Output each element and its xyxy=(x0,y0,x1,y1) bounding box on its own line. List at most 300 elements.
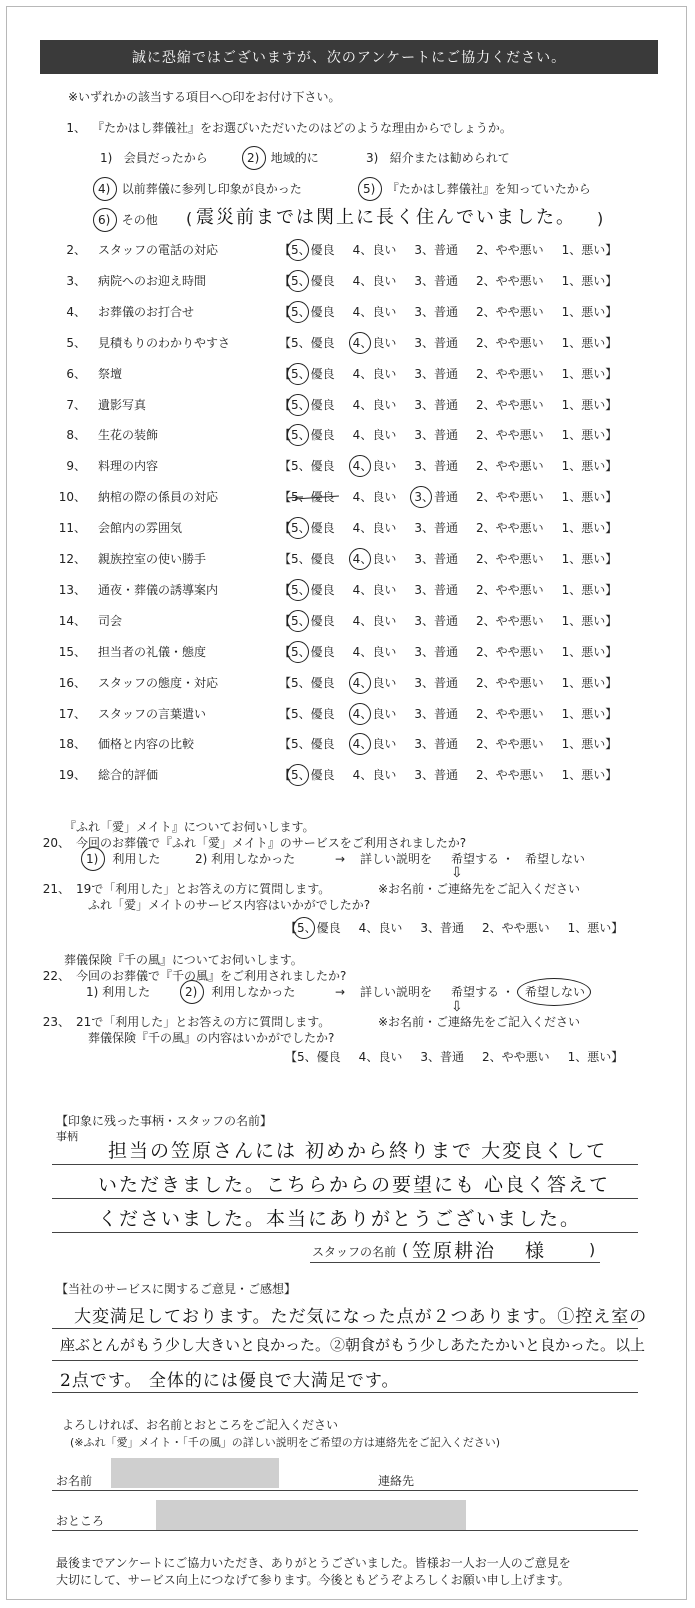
scale-option-4[interactable] xyxy=(353,336,397,350)
scale-option-5-number: 5 xyxy=(291,273,299,288)
scale-bracket-close: 】 xyxy=(605,490,618,505)
rating-number: 12、 xyxy=(58,552,86,566)
scale-option-1-number: 1 xyxy=(561,243,570,257)
scale-bracket-open: 【 xyxy=(285,1050,298,1064)
scale-bracket-close: 】 xyxy=(605,768,618,783)
scale-option-2-label: 、やや悪い xyxy=(483,273,544,288)
scale-option-1[interactable] xyxy=(562,614,606,628)
scale-option-5[interactable] xyxy=(291,336,335,350)
phone-label: 連絡先 xyxy=(378,1474,415,1488)
q20-want[interactable]: 希望する xyxy=(451,852,500,866)
scale-option-3-number: 3 xyxy=(414,644,422,659)
q20-down-arrow-icon: ⇩ xyxy=(451,865,463,881)
scale-option-1-label: 、悪い xyxy=(569,243,606,257)
scale-option-3-number: 3 xyxy=(414,582,422,597)
scale-option-5-number: 5 xyxy=(297,1050,305,1064)
scale-option-1[interactable] xyxy=(562,367,606,381)
scale-option-4-number: 4 xyxy=(352,366,361,381)
scale-option-5-label: 、優良 xyxy=(298,397,335,412)
scale-option-4[interactable] xyxy=(353,490,397,504)
scale-option-5[interactable] xyxy=(291,367,335,381)
q21-sub: ふれ「愛」メイトのサービス内容はいかがでしたか? xyxy=(88,898,371,912)
q22-want[interactable]: 希望する xyxy=(451,985,500,999)
scale-option-5[interactable] xyxy=(297,921,341,935)
staff-name-rule xyxy=(310,1262,600,1263)
staff-paren-close: ) xyxy=(589,1240,596,1259)
scale-option-1[interactable] xyxy=(562,737,606,751)
scale-option-2-number: 2 xyxy=(475,582,484,597)
scale-option-1[interactable] xyxy=(562,521,606,535)
scale-option-5[interactable] xyxy=(291,707,335,721)
scale-option-2[interactable] xyxy=(476,305,544,319)
scale-option-1[interactable] xyxy=(562,459,606,473)
q22-text: 今回のお葬儀で『千の風』をご利用されましたか? xyxy=(76,969,347,983)
q20-detail-label: 詳しい説明を xyxy=(360,852,433,866)
rating-scale[interactable] xyxy=(279,552,617,566)
scale-option-5[interactable] xyxy=(291,428,335,442)
scale-option-3[interactable] xyxy=(420,1050,464,1064)
scale-option-3[interactable] xyxy=(420,921,464,935)
rating-scale[interactable] xyxy=(279,676,617,690)
scale-option-2-label: 、やや悪い xyxy=(489,1050,550,1064)
scale-option-3-number: 3 xyxy=(420,921,428,935)
scale-option-3-number: 3 xyxy=(414,304,422,319)
scale-option-3-number: 3 xyxy=(420,1050,428,1064)
scale-option-4-number: 4 xyxy=(352,613,361,628)
scale-bracket-open: 【 xyxy=(279,304,292,319)
scale-option-1[interactable] xyxy=(562,552,606,566)
scale-option-3[interactable] xyxy=(414,243,458,257)
scale-option-3[interactable] xyxy=(414,583,458,597)
rating-scale[interactable] xyxy=(279,274,617,288)
scale-option-4-number: 4 xyxy=(352,737,361,752)
scale-bracket-close: 】 xyxy=(605,552,618,566)
rating-scale[interactable] xyxy=(279,305,617,319)
scale-option-3[interactable] xyxy=(414,768,458,782)
scale-option-2-number: 2 xyxy=(475,768,484,783)
scale-option-1-number: 1 xyxy=(561,737,570,752)
q22-no-want[interactable]: 希望しない xyxy=(525,985,586,999)
q23-note: ※お名前・ご連絡先をご記入ください xyxy=(378,1015,581,1029)
scale-option-4-number: 4 xyxy=(352,552,361,566)
q21-scale[interactable] xyxy=(285,921,623,935)
scale-option-1-label: 、悪い xyxy=(569,613,606,628)
scale-option-4[interactable] xyxy=(353,274,397,288)
rating-number: 19、 xyxy=(58,768,86,783)
scale-option-3[interactable] xyxy=(414,336,458,350)
scale-option-5-label: 、優良 xyxy=(298,304,335,319)
scale-option-3-label: 、普通 xyxy=(421,613,458,628)
scale-option-3[interactable] xyxy=(414,305,458,319)
scale-option-4[interactable] xyxy=(353,737,397,751)
scale-option-4[interactable] xyxy=(353,243,397,257)
rating-scale[interactable] xyxy=(279,336,617,350)
scale-option-5[interactable] xyxy=(291,305,335,319)
scale-option-2[interactable] xyxy=(476,614,544,628)
scale-option-5[interactable] xyxy=(291,737,335,751)
q1-other-handwritten: 震災前までは関上に長く住んでいました。 xyxy=(196,207,576,228)
scale-option-1[interactable] xyxy=(562,768,606,782)
scale-option-1[interactable] xyxy=(562,274,606,288)
rating-label: 通夜・葬儀の誘導案内 xyxy=(98,582,219,597)
scale-option-1-label: 、悪い xyxy=(569,273,606,288)
scale-option-5[interactable] xyxy=(291,583,335,597)
rating-number: 7、 xyxy=(66,397,86,412)
scale-option-3-number: 3 xyxy=(414,521,422,536)
scale-option-2-number: 2 xyxy=(475,644,484,659)
scale-option-3[interactable] xyxy=(414,490,458,504)
scale-option-2[interactable] xyxy=(476,645,544,659)
scale-option-1-label: 、悪い xyxy=(569,552,606,566)
scale-option-4-label: 、良い xyxy=(360,459,397,474)
scale-bracket-close: 】 xyxy=(605,366,618,381)
rating-scale[interactable] xyxy=(279,614,617,628)
q1-option-2-circle: 2) xyxy=(247,151,260,165)
scale-option-2-label: 、やや悪い xyxy=(483,335,544,350)
scale-option-1-label: 、悪い xyxy=(569,366,606,381)
contact-note: (※ふれ「愛」メイト・「千の風」の詳しい説明をご希望の方は連絡先をご記入ください) xyxy=(70,1436,501,1449)
rating-label: 見積もりのわかりやすさ xyxy=(98,335,231,350)
scale-option-4[interactable] xyxy=(353,583,397,597)
name-label: お名前 xyxy=(56,1474,93,1488)
scale-option-5-number: 5 xyxy=(291,582,299,597)
scale-option-1-number: 1 xyxy=(561,706,570,721)
rating-scale[interactable] xyxy=(279,490,617,504)
scale-option-2-number: 2 xyxy=(475,243,484,257)
scale-option-2[interactable] xyxy=(476,428,544,442)
rating-label: 会館内の雰囲気 xyxy=(98,521,183,536)
rating-scale[interactable] xyxy=(279,707,617,721)
rating-label: 親族控室の使い勝手 xyxy=(98,552,207,566)
scale-option-1-number: 1 xyxy=(561,644,570,659)
q1-option-6-circle: 6) xyxy=(98,213,111,227)
scale-option-2-number: 2 xyxy=(475,613,484,628)
scale-option-3[interactable] xyxy=(414,274,458,288)
scale-option-4[interactable] xyxy=(353,428,397,442)
rating-label: 病院へのお迎え時間 xyxy=(98,273,207,288)
scale-option-2-label: 、やや悪い xyxy=(483,706,544,721)
q20-option-not-used[interactable]: 2) 利用しなかった xyxy=(195,852,296,866)
scale-option-4[interactable] xyxy=(359,921,403,935)
scale-option-1-label: 、悪い xyxy=(569,335,606,350)
address-redacted-field[interactable] xyxy=(156,1500,466,1530)
q20-used-circle: 1) xyxy=(86,852,99,866)
q22-arrow: → xyxy=(335,985,346,999)
address-label: おところ xyxy=(56,1514,105,1528)
scale-bracket-close: 】 xyxy=(605,706,618,721)
scale-option-2[interactable] xyxy=(476,274,544,288)
scale-option-5-number: 5 xyxy=(291,613,299,628)
scale-option-2-label: 、やや悪い xyxy=(483,428,544,443)
scale-option-5[interactable] xyxy=(291,521,335,535)
scale-option-2-number: 2 xyxy=(475,397,484,412)
scale-option-4-number: 4 xyxy=(352,273,361,288)
opinions-heading: 【当社のサービスに関するご意見・ご感想】 xyxy=(56,1282,297,1296)
scale-option-1-number: 1 xyxy=(561,582,570,597)
q1-other-paren-close: ) xyxy=(597,209,604,228)
rating-scale[interactable] xyxy=(279,367,617,381)
scale-option-5-label: 、優良 xyxy=(304,1050,341,1064)
rating-scale[interactable] xyxy=(279,768,617,782)
scale-option-4[interactable] xyxy=(353,645,397,659)
scale-option-5[interactable] xyxy=(291,274,335,288)
scale-option-2[interactable] xyxy=(476,398,544,412)
rating-scale[interactable] xyxy=(279,521,617,535)
scale-option-4-label: 、良い xyxy=(360,397,397,412)
q20-no-want[interactable]: 希望しない xyxy=(525,852,586,866)
q1-option-1[interactable]: 1) 会員だったから xyxy=(100,151,208,165)
contact-request: よろしければ、お名前とおところをご記入ください xyxy=(62,1418,339,1432)
scale-option-4[interactable] xyxy=(353,552,397,566)
rating-label: スタッフの電話の対応 xyxy=(98,243,219,257)
scale-option-5-number: 5 xyxy=(291,490,299,505)
scale-option-2[interactable] xyxy=(476,459,544,473)
opinions-rule-2 xyxy=(52,1360,638,1361)
scale-option-1[interactable] xyxy=(562,398,606,412)
scale-option-3[interactable] xyxy=(414,521,458,535)
rating-scale[interactable] xyxy=(279,398,617,412)
scale-option-2[interactable] xyxy=(476,676,544,690)
scale-option-2[interactable] xyxy=(476,490,544,504)
scale-option-3-number: 3 xyxy=(414,768,422,783)
q22-no-want-circle xyxy=(517,978,591,1006)
scale-option-5[interactable] xyxy=(291,398,335,412)
q1-option-3[interactable]: 3) 紹介または勧められて xyxy=(366,151,510,165)
scale-bracket-close: 】 xyxy=(611,1050,624,1064)
scale-option-4-label: 、良い xyxy=(360,582,397,597)
scale-option-2-label: 、やや悪い xyxy=(483,675,544,690)
scale-option-3-number: 3 xyxy=(414,737,422,752)
q1-option-5-circle: 5) xyxy=(363,182,376,196)
rating-scale[interactable] xyxy=(279,645,617,659)
rating-number: 10、 xyxy=(58,490,86,505)
scale-option-3-label: 、普通 xyxy=(421,706,458,721)
footer-line-1: 最後までアンケートにご協力いただき、ありがとうございました。皆様お一人お一人のご意見を xyxy=(56,1556,571,1570)
scale-option-4-label: 、良い xyxy=(360,552,397,566)
scale-option-2[interactable] xyxy=(476,737,544,751)
scale-option-2-number: 2 xyxy=(475,273,484,288)
scale-bracket-close: 】 xyxy=(611,921,624,935)
q22-number: 22、 xyxy=(42,969,70,983)
scale-option-1[interactable] xyxy=(562,243,606,257)
scale-option-3-number: 3 xyxy=(414,428,422,443)
rating-number: 17、 xyxy=(58,706,86,721)
q22-option-used[interactable]: 1) 利用した xyxy=(86,985,151,999)
q1-option-4-circle: 4) xyxy=(98,182,111,196)
staff-name-label: スタッフの名前 xyxy=(312,1245,397,1259)
impressions-rule-3 xyxy=(52,1232,638,1233)
scale-option-5-label: 、優良 xyxy=(298,582,335,597)
scale-option-5-label: 、優良 xyxy=(298,706,335,721)
scale-option-2[interactable] xyxy=(482,1050,550,1064)
scale-bracket-open: 【 xyxy=(279,768,292,783)
rating-label: 祭壇 xyxy=(98,366,123,381)
scale-option-3-number: 3 xyxy=(414,490,422,505)
scale-option-1-number: 1 xyxy=(561,397,570,412)
scale-option-2[interactable] xyxy=(476,521,544,535)
scale-option-2-label: 、やや悪い xyxy=(483,459,544,474)
scale-option-5-number: 5 xyxy=(291,304,299,319)
scale-option-5-number: 5 xyxy=(291,737,299,752)
scale-option-2-label: 、やや悪い xyxy=(483,521,544,536)
scale-option-2-number: 2 xyxy=(475,428,484,443)
q1-option-2[interactable]: 2) 地域的に xyxy=(247,151,319,165)
scale-bracket-close: 】 xyxy=(605,459,618,474)
scale-option-5-label: 、優良 xyxy=(304,921,341,935)
scale-option-5-number: 5 xyxy=(291,644,299,659)
opinions-line-2: 座ぶとんがもう少し大きいと良かった。②朝食がもう少しあたたかいと良かった。以上 xyxy=(60,1336,646,1354)
scale-bracket-close: 】 xyxy=(605,397,618,412)
rating-scale[interactable] xyxy=(279,583,617,597)
q1-option-5[interactable]: 5) 『たかはし葬儀社』を知っていたから xyxy=(363,182,591,196)
scale-option-2[interactable] xyxy=(476,243,544,257)
scale-option-2[interactable] xyxy=(476,768,544,782)
impressions-rule-1 xyxy=(52,1164,638,1165)
address-rule xyxy=(52,1530,638,1531)
scale-option-1[interactable] xyxy=(562,583,606,597)
q22-option-not-used[interactable]: 2) 利用しなかった xyxy=(185,985,296,999)
scale-option-1-number: 1 xyxy=(561,768,570,783)
rating-scale[interactable] xyxy=(279,428,617,442)
scale-option-2[interactable] xyxy=(476,707,544,721)
scale-option-1[interactable] xyxy=(562,336,606,350)
scale-option-2-label: 、やや悪い xyxy=(483,552,544,566)
scale-option-3-label: 、普通 xyxy=(421,304,458,319)
scale-option-3[interactable] xyxy=(414,398,458,412)
senno-intro: 葬儀保険『千の風』についてお伺いします。 xyxy=(64,953,303,967)
scale-option-5-number: 5 xyxy=(291,706,299,721)
scale-option-1[interactable] xyxy=(562,490,606,504)
opinions-line-1: 大変満足しております。ただ気になった点が２つあります。①控え室の xyxy=(74,1307,648,1327)
scale-bracket-open: 【 xyxy=(279,243,292,257)
rating-number: 4、 xyxy=(66,304,86,319)
scale-bracket-open: 【 xyxy=(279,582,292,597)
rating-scale[interactable] xyxy=(279,459,617,473)
scale-option-4-label: 、良い xyxy=(360,428,397,443)
scale-option-2-number: 2 xyxy=(475,459,484,474)
scale-option-2-number: 2 xyxy=(475,521,484,536)
scale-option-2-label: 、やや悪い xyxy=(489,921,550,935)
scale-option-4[interactable] xyxy=(353,676,397,690)
q1-option-4[interactable]: 4) 以前葬儀に参列し印象が良かった xyxy=(98,182,302,196)
scale-option-1-number: 1 xyxy=(561,521,570,536)
scale-option-3[interactable] xyxy=(414,614,458,628)
scale-option-4[interactable] xyxy=(353,521,397,535)
scale-option-5[interactable] xyxy=(291,552,335,566)
scale-option-5[interactable] xyxy=(297,1050,341,1064)
scale-option-2[interactable] xyxy=(476,367,544,381)
scale-option-3-label: 、普通 xyxy=(421,243,458,257)
scale-option-3-number: 3 xyxy=(414,397,422,412)
scale-option-5[interactable] xyxy=(291,243,335,257)
instruction-text: ※いずれかの該当する項目へ○印をお付け下さい。 xyxy=(68,90,341,104)
name-redacted-field[interactable] xyxy=(111,1458,279,1488)
scale-option-3[interactable] xyxy=(414,367,458,381)
scale-option-4[interactable] xyxy=(353,398,397,412)
scale-option-2[interactable] xyxy=(476,552,544,566)
scale-option-1[interactable] xyxy=(562,305,606,319)
scale-option-5[interactable] xyxy=(291,614,335,628)
q20-option-used[interactable]: 1) 利用した xyxy=(86,852,161,866)
scale-option-3[interactable] xyxy=(414,645,458,659)
scale-option-5-label: 、優良 xyxy=(298,273,335,288)
scale-option-5[interactable] xyxy=(291,768,335,782)
scale-bracket-open: 【 xyxy=(285,921,298,935)
scale-option-1-number: 1 xyxy=(561,552,570,566)
rating-scale[interactable] xyxy=(279,243,617,257)
scale-option-1[interactable] xyxy=(562,707,606,721)
scale-bracket-open: 【 xyxy=(279,397,292,412)
scale-option-1-number: 1 xyxy=(561,459,570,474)
scale-option-4[interactable] xyxy=(353,367,397,381)
q23-text: 21で「利用した」とお答えの方に質問します。 xyxy=(76,1015,331,1029)
scale-option-1-label: 、悪い xyxy=(569,521,606,536)
scale-option-4[interactable] xyxy=(353,707,397,721)
scale-option-3[interactable] xyxy=(414,707,458,721)
scale-option-1[interactable] xyxy=(568,921,612,935)
scale-option-2-number: 2 xyxy=(481,921,490,935)
scale-option-2-number: 2 xyxy=(475,552,484,566)
scale-option-5-number: 5 xyxy=(291,428,299,443)
scale-option-5-label: 、優良 xyxy=(298,552,335,566)
scale-option-5[interactable] xyxy=(291,490,335,504)
scale-option-3[interactable] xyxy=(414,459,458,473)
scale-option-2[interactable] xyxy=(476,336,544,350)
scale-option-1[interactable] xyxy=(562,428,606,442)
scale-option-4-label: 、良い xyxy=(360,243,397,257)
scale-option-4[interactable] xyxy=(359,1050,403,1064)
scale-option-1[interactable] xyxy=(568,1050,612,1064)
scale-option-4-number: 4 xyxy=(358,1050,367,1064)
scale-option-2[interactable] xyxy=(476,583,544,597)
scale-option-3-label: 、普通 xyxy=(421,397,458,412)
scale-option-1-number: 1 xyxy=(567,921,576,935)
scale-option-1-label: 、悪い xyxy=(569,706,606,721)
scale-option-3[interactable] xyxy=(414,676,458,690)
scale-bracket-close: 】 xyxy=(605,243,618,257)
scale-bracket-open: 【 xyxy=(279,737,292,752)
scale-option-2[interactable] xyxy=(482,921,550,935)
scale-option-3[interactable] xyxy=(414,737,458,751)
scale-option-1[interactable] xyxy=(562,645,606,659)
scale-option-4[interactable] xyxy=(353,305,397,319)
q23-scale[interactable] xyxy=(285,1050,623,1064)
scale-option-4[interactable] xyxy=(353,614,397,628)
rating-scale[interactable] xyxy=(279,737,617,751)
impressions-line-3: くださいました。本当にありがとうございました。 xyxy=(98,1208,582,1230)
scale-option-5[interactable] xyxy=(291,676,335,690)
q1-option-6[interactable]: 6) その他 xyxy=(98,213,158,227)
scale-option-4[interactable] xyxy=(353,459,397,473)
scale-option-3-number: 3 xyxy=(414,552,422,566)
scale-option-3[interactable] xyxy=(414,552,458,566)
scale-option-4-label: 、良い xyxy=(360,644,397,659)
scale-option-3-label: 、普通 xyxy=(421,675,458,690)
scale-option-5[interactable] xyxy=(291,459,335,473)
scale-option-3[interactable] xyxy=(414,428,458,442)
scale-option-5-label: 、優良 xyxy=(298,366,335,381)
scale-bracket-close: 】 xyxy=(605,273,618,288)
scale-option-1-number: 1 xyxy=(567,1050,576,1064)
scale-option-5-label: 、優良 xyxy=(298,737,335,752)
scale-option-5[interactable] xyxy=(291,645,335,659)
scale-option-1-label: 、悪い xyxy=(569,490,606,505)
scale-bracket-close: 】 xyxy=(605,335,618,350)
scale-option-1[interactable] xyxy=(562,676,606,690)
rating-number: 6、 xyxy=(66,366,86,381)
scale-option-4[interactable] xyxy=(353,768,397,782)
scale-option-5-label: 、優良 xyxy=(298,768,335,783)
